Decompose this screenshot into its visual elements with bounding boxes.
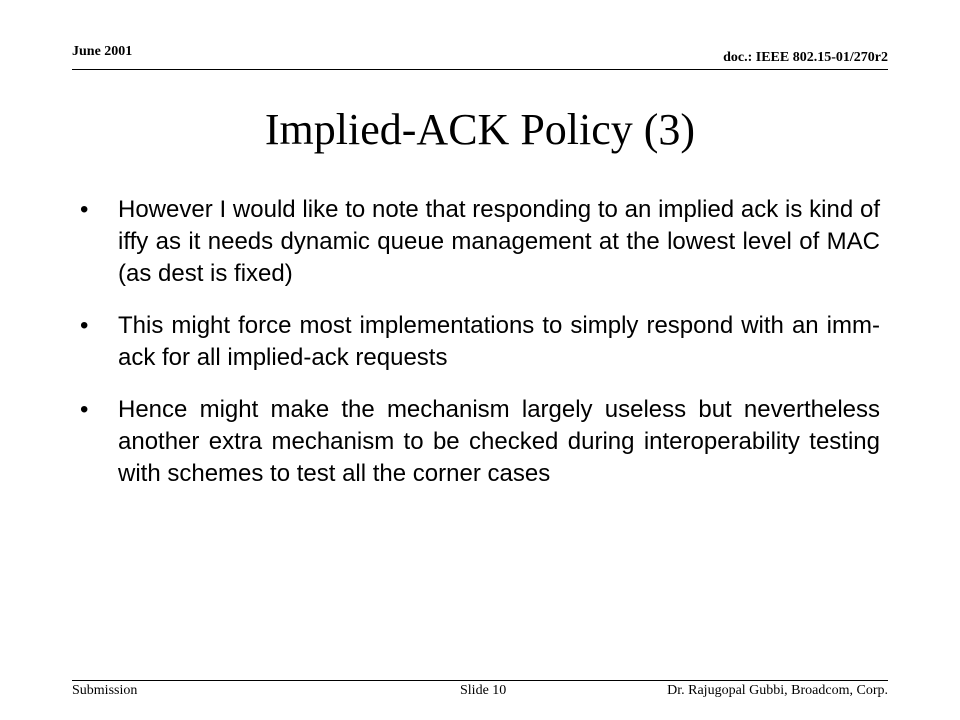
bullet-item bbox=[80, 194, 880, 290]
bullet-dot-icon: • bbox=[80, 312, 89, 339]
footer-slide-number: Slide 10 bbox=[460, 683, 507, 698]
bullet-dot-icon: • bbox=[80, 196, 89, 223]
bullet-item bbox=[80, 394, 880, 490]
header-date: June 2001 bbox=[72, 44, 133, 59]
bullet-list bbox=[80, 194, 880, 510]
footer-divider bbox=[72, 680, 888, 681]
bullet-dot-icon: • bbox=[80, 396, 89, 423]
header-doc-id: doc.: IEEE 802.15-01/270r2 bbox=[723, 50, 888, 65]
footer-submission: Submission bbox=[72, 683, 138, 698]
bullet-text: However I would like to note that responding to an implied ack is kind of iffy as it needs dynamic queue management at the lowest level of MAC (as dest is fixed) bbox=[118, 196, 880, 287]
bullet-text: Hence might make the mechanism largely useless but nevertheless another extra mechanism to be checked during interoperability testing with schemes to test all the corner cases bbox=[118, 396, 880, 487]
bullet-item bbox=[80, 310, 880, 374]
header-divider bbox=[72, 69, 888, 70]
slide-title: Implied-ACK Policy (3) bbox=[264, 105, 696, 154]
footer-author: Dr. Rajugopal Gubbi, Broadcom, Corp. bbox=[667, 683, 888, 698]
bullet-text: This might force most implementations to simply respond with an imm-ack for all implied-ack requests bbox=[118, 312, 880, 371]
